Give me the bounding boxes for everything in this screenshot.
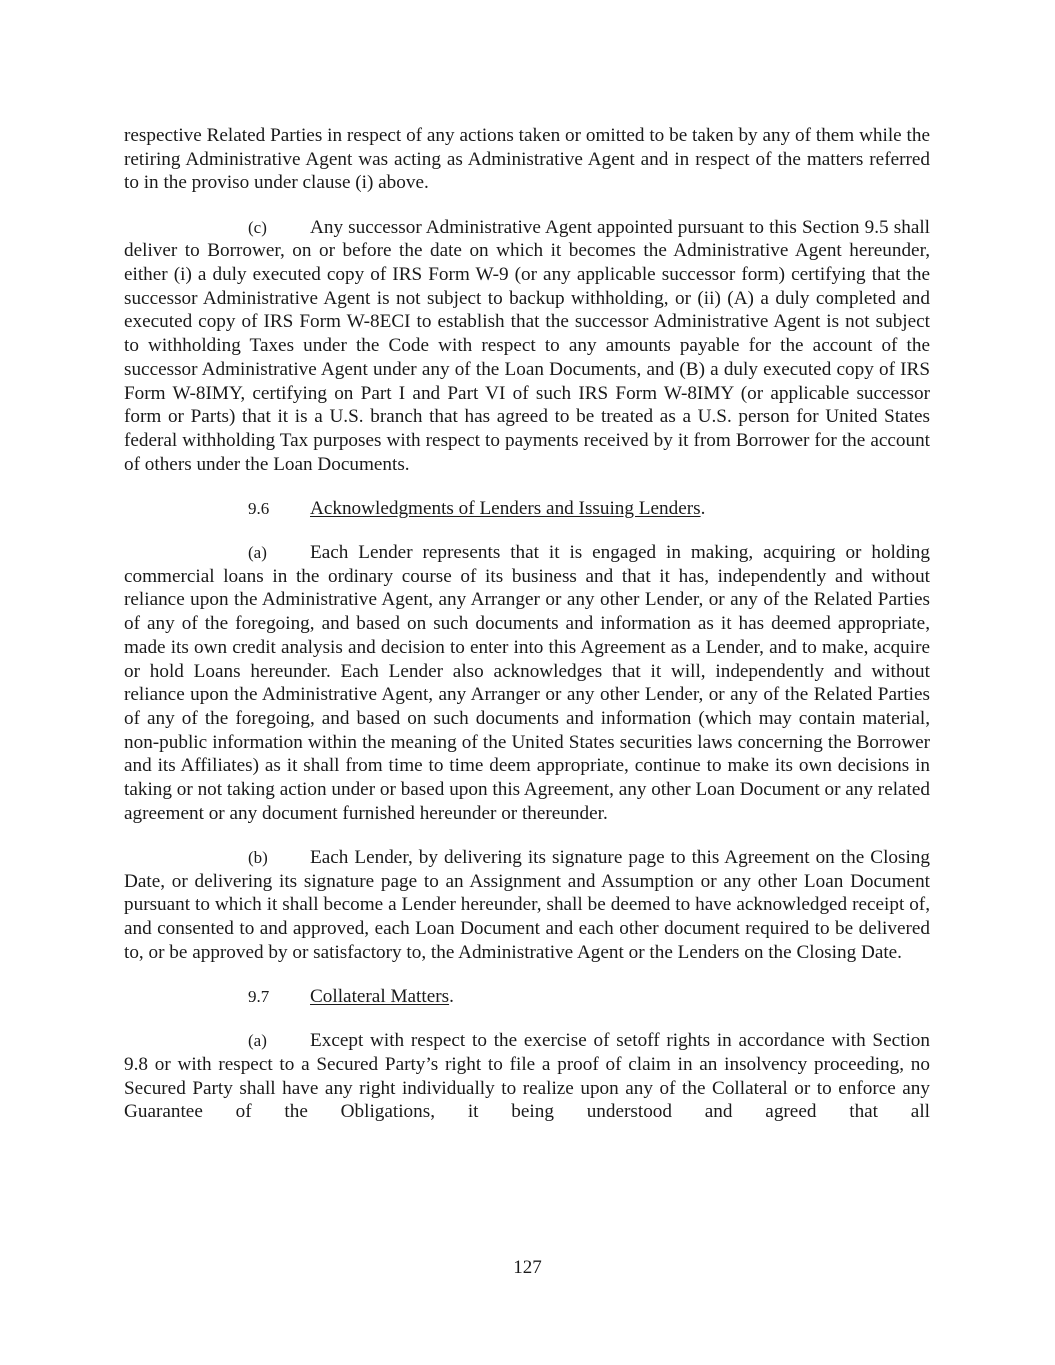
- paragraph-9-5-c: [124, 216, 930, 477]
- clause-text: Each Lender, by delivering its signature page to this Agreement on the Closing Date, or delivering its signature page to an Assignment and Assumption or any other Loan Document pursuant to which it shall become a Lender hereunder, shall be deemed to have acknowledged receipt of, and consented to and approved, each Loan Document and each other document required to be delivered to, or be approved by or satisfactory to, the Administrative Agent or the Lenders on the Closing Date.: [124, 846, 930, 963]
- paragraph-continuation: respective Related Parties in respect of any actions taken or omitted to be taken by any of them while the retiring Administrative Agent was acting as Administrative Agent and in respect of the matters referred to in the proviso under clause (i) above.: [124, 125, 930, 194]
- paragraph-9-6-b: [124, 846, 930, 965]
- section-number: 9.6: [248, 498, 270, 518]
- paragraph-9-7-a: [124, 1029, 930, 1124]
- clause-marker: (a): [248, 1031, 267, 1051]
- document-page: [124, 124, 930, 1124]
- section-number: 9.7: [248, 987, 270, 1006]
- section-title: Collateral Matters: [310, 986, 450, 1007]
- section-title-suffix: .: [700, 497, 706, 519]
- clause-marker: (b): [248, 847, 268, 867]
- paragraph-9-6-a: [124, 541, 930, 825]
- clause-text: Each Lender represents that it is engaged in making, acquiring or holding commercial loans in the ordinary course of its business and that it has, independently and without reliance upon the Administrative Agent, any Arranger or any other Lender, or any of the Related Parties of any of the foregoing, and based on such documents and information as it has deemed appropriate, made its own credit analysis and decision to enter into this Agreement as a Lender, and to make, acquire or hold Loans hereunder. Each Lender also acknowledges that it will, independently and without reliance upon the Administrative Agent, any Arranger or any other Lender, or any of the Related Parties of any of the foregoing, and based on such documents and information (which may contain material, non-public information within the meaning of the United States securities laws concerning the Borrower and its Affiliates) as it shall from time to time deem appropriate, continue to make its own decisions in taking or not taking action under or based upon this Agreement, any other Loan Document or any related agreement or any document furnished hereunder or thereunder.: [124, 542, 930, 824]
- clause-marker: (a): [248, 543, 267, 563]
- section-heading-9-7: [124, 985, 930, 1009]
- section-title-suffix: .: [449, 986, 454, 1007]
- page-number: 127: [513, 1257, 542, 1278]
- section-title: Acknowledgments of Lenders and Issuing Lenders: [310, 497, 701, 519]
- clause-text: Except with respect to the exercise of setoff rights in accordance with Section 9.8 or with respect to a Secured Party’s right to file a proof of claim in an insolvency proceeding, no Secured Party shall have any right individually to realize upon any of the Collateral or to enforce any Guarantee of the Obligations, it being understood and agreed that all: [124, 1030, 930, 1123]
- clause-marker: (c): [248, 217, 267, 237]
- clause-text: Any successor Administrative Agent appointed pursuant to this Section 9.5 shall deliver to Borrower, on or before the date on which it becomes the Administrative Agent hereunder, either (i) a duly executed copy of IRS Form W-9 (or any applicable successor form) certifying that the successor Administrative Agent is not subject to backup withholding, or (ii) (A) a duly completed and executed copy of IRS Form W-8ECI to establish that the successor Administrative Agent is not subject to withholding Taxes under the Code with respect to any amounts payable for the account of the successor Administrative Agent under any of the Loan Documents, and (B) a duly executed copy of IRS Form W-8IMY, certifying on Part I and Part VI of such IRS Form W-8IMY (or applicable successor form or Parts) that it is a U.S. branch that has agreed to be treated as a U.S. person for United States federal withholding Tax purposes with respect to payments received by it from Borrower for the account of others under the Loan Documents.: [124, 216, 930, 475]
- section-heading-9-6: [124, 497, 930, 521]
